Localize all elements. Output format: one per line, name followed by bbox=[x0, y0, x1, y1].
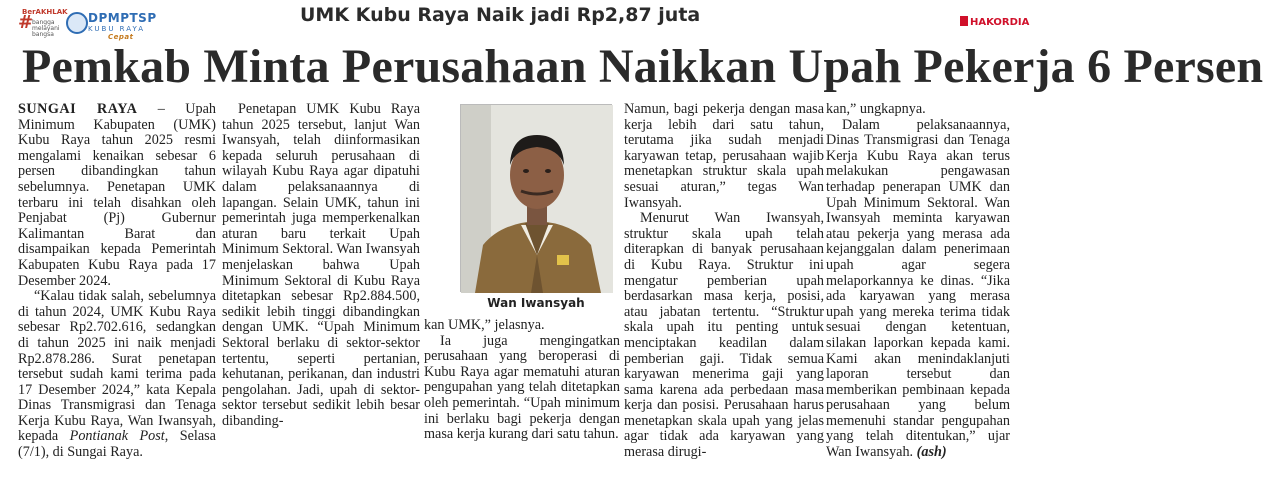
dpmptsp-logo-sub: KUBU RAYA bbox=[88, 25, 146, 33]
hashtag-icon: # bbox=[18, 12, 34, 33]
paragraph-text: – Upah Minimum Kabupaten (UMK) Kubu Raya tahun 2025 resmi mengalami kenaikan sebesar 6 persen dibandingkan tahun sebelumnya. Penetapan UMK terbaru ini telah disahkan oleh Penjabat (Pj) Gubernur Kalimantan Barat dan disampaikan kepada Pemerintah Kabupaten Kubu Raya pada 17 Desember 2024. bbox=[18, 101, 217, 289]
publication-name: Pontianak Post bbox=[69, 428, 165, 445]
paragraph: kan UMK,” jelasnya. bbox=[424, 317, 545, 333]
paragraph: Menurut Wan Iwansyah, struktur skala upah telah diterapkan di banyak perusahaan di Kubu Raya. Struktur ini mengatur pemberian upah berdasarkan masa kerja, posisi, atau jabatan tertentu. “Struktur skala upah itu penting untuk menciptakan keadilan dalam pemberian gaji. Tidak semua karyawan menerima gaji yang sama karena ada perbedaan masa kerja dan posisi. Perusahaan harus menetapkan skala upah yang jelas agar tidak ada karyawan yang merasa dirugi- bbox=[624, 210, 824, 461]
dpmptsp-logo bbox=[88, 12, 157, 41]
paragraph-text: , Selasa (7/1), di Sungai Raya. bbox=[18, 428, 216, 461]
article-column-4 bbox=[624, 102, 824, 461]
article-column-3 bbox=[424, 318, 620, 443]
article-column-5 bbox=[826, 102, 1010, 461]
portrait-image bbox=[461, 105, 613, 293]
article-column-2 bbox=[222, 102, 420, 429]
hakordia-mark-icon bbox=[960, 16, 968, 26]
article-headline: Pemkab Minta Perusahaan Naikkan Upah Pekerja 6 Persen bbox=[22, 40, 1263, 93]
regency-seal-icon bbox=[66, 12, 88, 34]
paragraph-text: Dalam pelaksanaannya, Dinas Transmigrasi dan Tenaga Kerja Kubu Raya akan terus melakukan pengawasan terhadap penerapan UMK dan Upah Minimum Sektoral. Wan Iwansyah meminta karyawan atau pekerja yang merasa ada kejanggalan dalam penerimaan upah agar segera melaporkannya ke dinas. “Jika ada karyawan yang merasa upah yang mereka terima tidak sesuai dengan ketentuan, silakan laporkan kepada kami. Kami akan menindaklanjuti laporan tersebut dan memberikan pembinaan kepada perusahaan yang belum memenuhi standar pengupahan yang telah ditentukan,” ujar Wan Iwansyah. bbox=[826, 116, 1010, 461]
paragraph: Namun, bagi pekerja dengan masa kerja lebih dari satu tahun, terutama jika sudah menjadi karyawan tetap, perusahaan wajib menetapkan struktur skala upah sesuai aturan,” tegas Wan Iwansyah. bbox=[624, 101, 824, 211]
dateline: SUNGAI RAYA bbox=[18, 101, 138, 117]
paragraph: Penetapan UMK Kubu Raya tahun 2025 tersebut, lanjut Wan Iwansyah, telah diinformasikan kepada seluruh perusahaan di wilayah Kubu Raya agar dipatuhi dalam pelaksanaannya di lapangan. Selain UMK, tahun ini pemerintah juga memperkenalkan aturan baru terkait Upah Minimum Sektoral. Wan Iwansyah menjelaskan bahwa Upah Minimum Sektoral di Kubu Raya ditetapkan sebesar Rp2.884.500, sedikit lebih tinggi dibandingkan dengan UMK. “Upah Minimum Sektoral berlaku di sektor-sektor tertentu, seperti pertanian, kehutanan, perikanan, dan industri pengolahan. Jadi, upah di sektor-sektor tersebut sedikit lebih besar dibanding- bbox=[222, 101, 420, 429]
paragraph: Ia juga mengingatkan perusahaan yang beroperasi di Kubu Raya agar mematuhi aturan pengupahan yang telah ditetapkan oleh pemerintah. “Upah minimum ini berlaku bagi pekerja dengan masa kerja kurang dari satu tahun. bbox=[424, 332, 620, 443]
article-column-1 bbox=[18, 102, 216, 461]
dpmptsp-logo-text: DPMPTSP bbox=[88, 11, 157, 25]
paragraph: kan,” ungkapnya. bbox=[826, 101, 926, 117]
berakhlak-logo-text: BerAKHLAK bbox=[22, 8, 68, 16]
berakhlak-tagline: bangga melayani bangsa bbox=[32, 19, 60, 38]
paragraph bbox=[18, 102, 216, 289]
masthead bbox=[0, 0, 1030, 44]
hakordia-logo bbox=[960, 16, 1029, 28]
dpmptsp-logo-tag: Cepat bbox=[108, 33, 134, 41]
paragraph-text: “Kalau tidak salah, sebelumnya di tahun 2024, UMK Kubu Raya sebesar Rp2.702.616, sedangkan di tahun 2025 ini naik menjadi Rp2.878.286. Surat penetapan tersebut sudah kami terima pada 17 Desember 2024,” kata Kepala Dinas Transmigrasi dan Tenaga Kerja Kubu Raya, Wan Iwansyah, kepada bbox=[18, 288, 216, 445]
hakordia-logo-text: HAKORDIA bbox=[970, 17, 1030, 28]
portrait-photo bbox=[460, 104, 612, 292]
article-kicker: UMK Kubu Raya Naik jadi Rp2,87 juta bbox=[300, 4, 701, 26]
author-initials: (ash) bbox=[916, 444, 947, 461]
berakhlak-logo bbox=[18, 8, 68, 40]
paragraph bbox=[826, 118, 1010, 461]
paragraph bbox=[18, 289, 216, 461]
photo-caption: Wan Iwansyah bbox=[487, 296, 585, 310]
